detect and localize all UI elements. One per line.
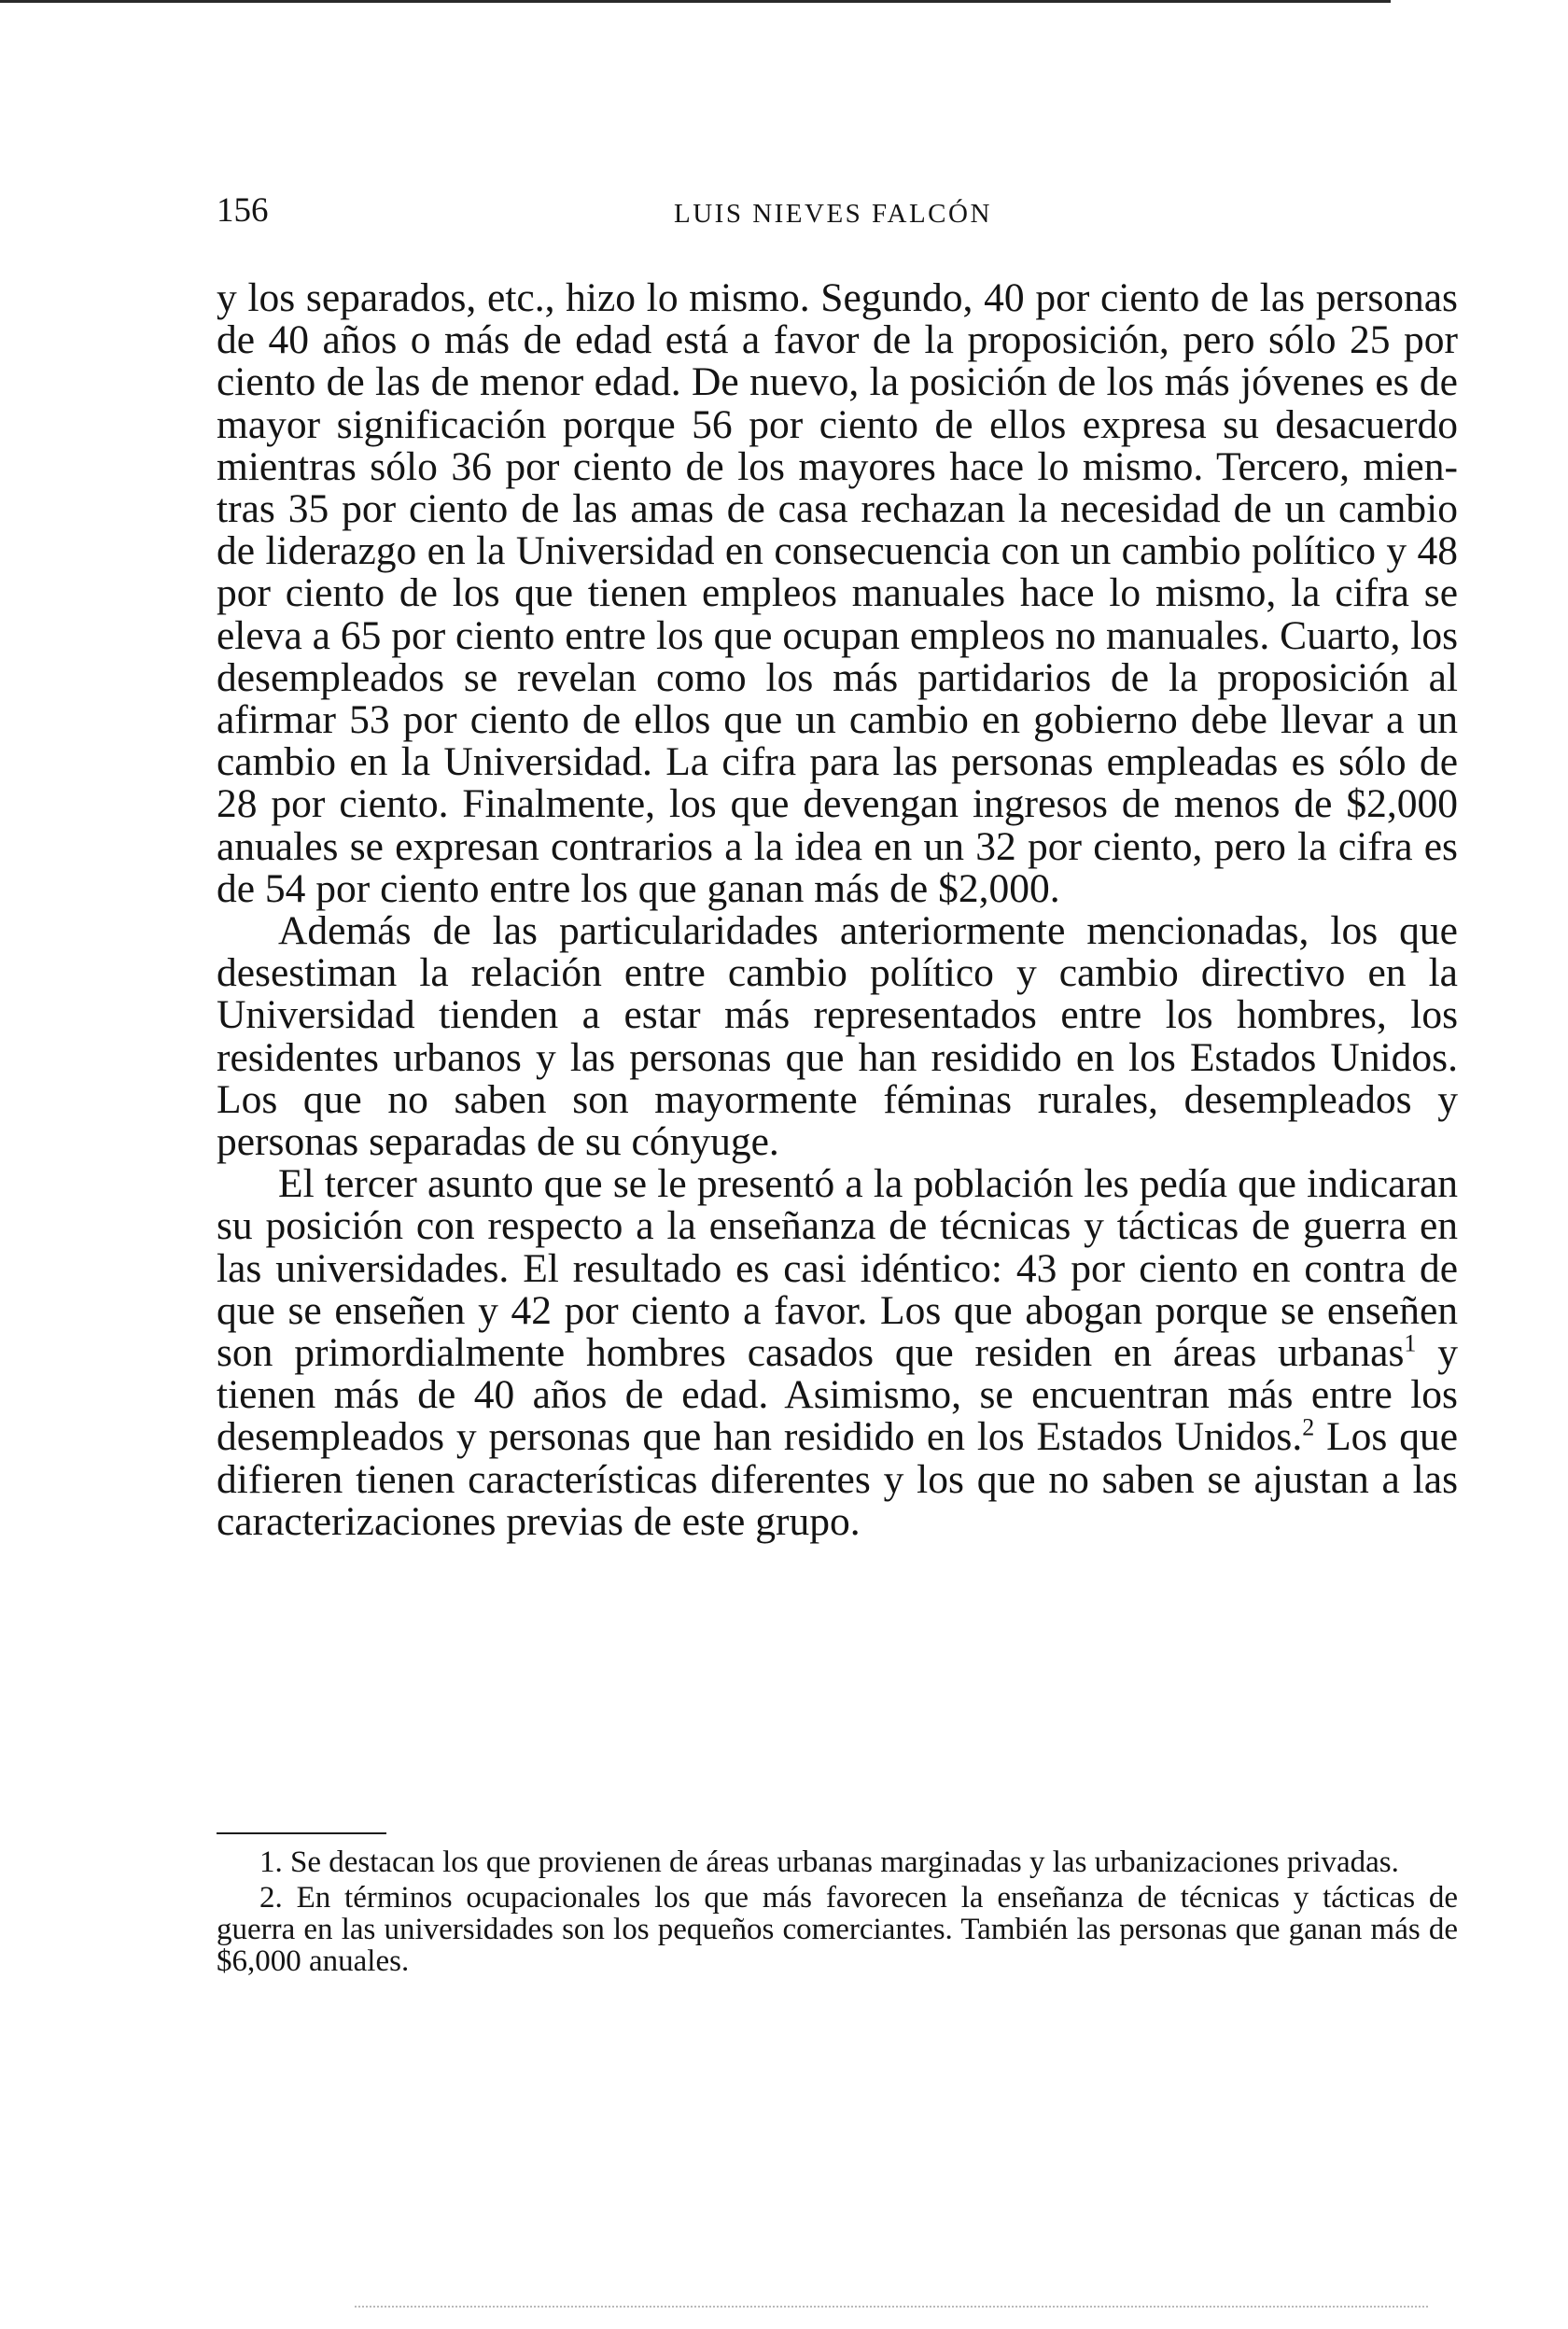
footnote-ref-1: 1: [1404, 1329, 1417, 1357]
running-head: LUIS NIEVES FALCÓN: [674, 199, 992, 229]
footnote-number: 1.: [259, 1845, 283, 1879]
main-text: [217, 277, 1458, 1543]
footnote-text: Se destacan los que provienen de áreas urbanas marginadas y las urbanizaciones privadas.: [290, 1845, 1399, 1879]
footnote-text: En términos ocupacionales los que más favorecen la enseñanza de técnicas y tácticas de guerra en las universidades son los pequeños comerciantes. También las personas que ganan más de $6,000 anuales.: [217, 1881, 1459, 1978]
footnotes: [217, 1846, 1458, 1981]
footnote-number: 2.: [259, 1881, 283, 1915]
footnote-separator: [217, 1832, 386, 1834]
paragraph-3-part-c: Los que difieren tienen características diferentes y los que no saben se ajustan a las caracterizaciones previas de este grupo.: [217, 1414, 1459, 1544]
footnote-2: [217, 1882, 1458, 1977]
top-border-line: [0, 0, 1391, 3]
page-number: 156: [217, 191, 269, 230]
paragraph-3-part-b: y tienen más de 40 años de edad. Asimismo, se encuentran más entre los desempleados y personas que han residido en los Estados Unidos.: [217, 1330, 1458, 1460]
paragraph-2: Además de las particularidades anteriormente mencionadas, los que desestiman la relación entre cambio político y cambio directivo en la Universidad tienden a estar más representados entre los hombres, los residentes urbanos y las personas que han residido en los Estados Unidos. Los que no saben son mayormente féminas rurales, desempleados y personas separadas de su cónyuge.: [217, 908, 1458, 1165]
footnote-1: [217, 1846, 1458, 1878]
paragraph-1: y los separados, etc., hizo lo mismo. Segundo, 40 por ciento de las personas de 40 años o más de edad está a favor de la proposición, pero sólo 25 por ciento de las de menor edad. De nuevo, la posición de los más jóvenes es de mayor significación porque 56 por ciento de ellos expresa su desacuerdo mientras sólo 36 por ciento de los mayores hace lo mismo. Tercero, mientras 35 por ciento de las amas de casa rechazan la necesidad de un cambio de liderazgo en la Universidad en consecuencia con un cambio político y 48 por ciento de los que tienen empleos manuales hace lo mismo, la cifra se eleva a 65 por ciento entre los que ocupan empleos no manuales. Cuarto, los desempleados se revelan como los más partidarios de la proposición al afirmar 53 por ciento de ellos que un cambio en gobierno debe llevar a un cambio en la Universidad. La cifra para las personas empleadas es sólo de 28 por ciento. Finalmente, los que devengan ingresos de menos de $2,000 anuales se expresan contrarios a la idea en un 32 por ciento, pero la cifra es de 54 por ciento entre los que ganan más de $2,000.: [217, 275, 1458, 911]
scan-artifact-line: [355, 2306, 1428, 2311]
paragraph-3: [217, 1163, 1458, 1543]
footnote-ref-2: 2: [1302, 1413, 1315, 1441]
paragraph-3-part-a: El tercer asunto que se le presentó a la población les pedía que indicaran su posición con respecto a la enseñanza de técnicas y tácticas de guerra en las universidades. El resultado es casi idéntico: 43 por ciento en contra de que se enseñen y 42 por ciento a favor. Los que abogan porque se enseñen son primordialmente hombres casados que residen en áreas urbanas: [217, 1161, 1458, 1376]
